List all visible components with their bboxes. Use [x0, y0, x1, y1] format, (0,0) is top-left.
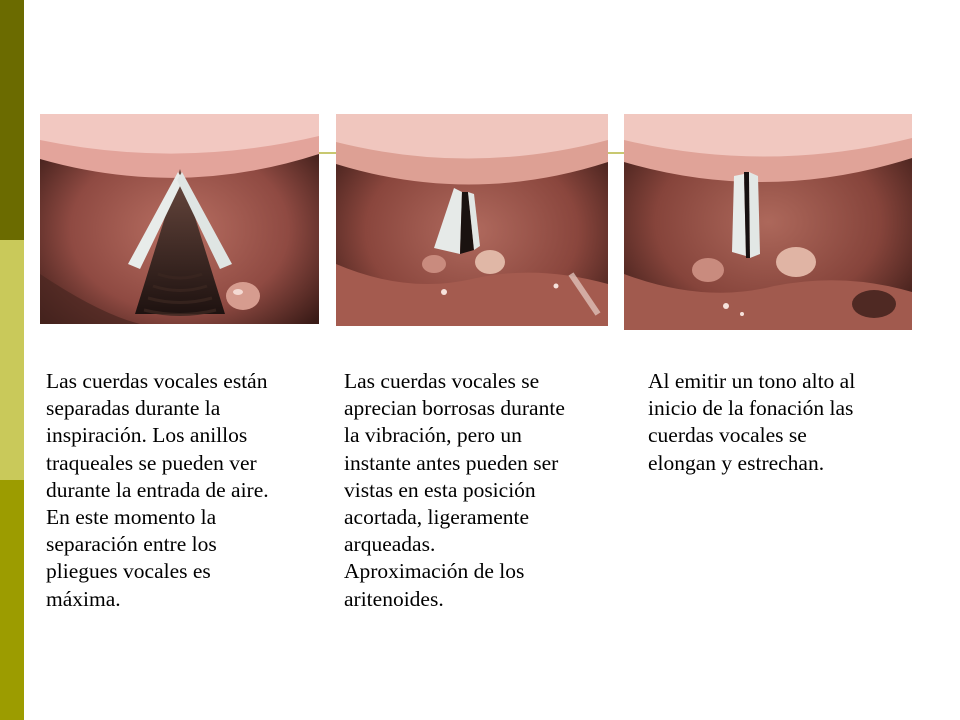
- side-bar-middle-segment: [0, 240, 24, 480]
- caption-high-tone: Al emitir un tono alto al inicio de la fonación las cuerdas vocales se elongan y estrechan.: [648, 369, 856, 475]
- side-decoration-bar: [0, 0, 24, 720]
- vocal-cords-vibration-photo: [336, 114, 608, 326]
- vocal-cords-high-tone-photo: [624, 114, 912, 330]
- side-bar-bottom-segment: [0, 480, 24, 720]
- caption-inspiration: Las cuerdas vocales están separadas durante la inspiración. Los anillos traqueales se pueden ver durante la entrada de aire. En este momento la separación entre los pliegues vocales es máxima.: [46, 369, 269, 611]
- caption-vibration: Las cuerdas vocales se aprecian borrosas durante la vibración, pero un instante antes pueden ser vistas en esta posición acortada, ligeramente arqueadas. Aproximación de los aritenoides.: [344, 369, 565, 611]
- side-bar-top-segment: [0, 0, 24, 240]
- vocal-cords-inspiration-photo: [40, 114, 319, 324]
